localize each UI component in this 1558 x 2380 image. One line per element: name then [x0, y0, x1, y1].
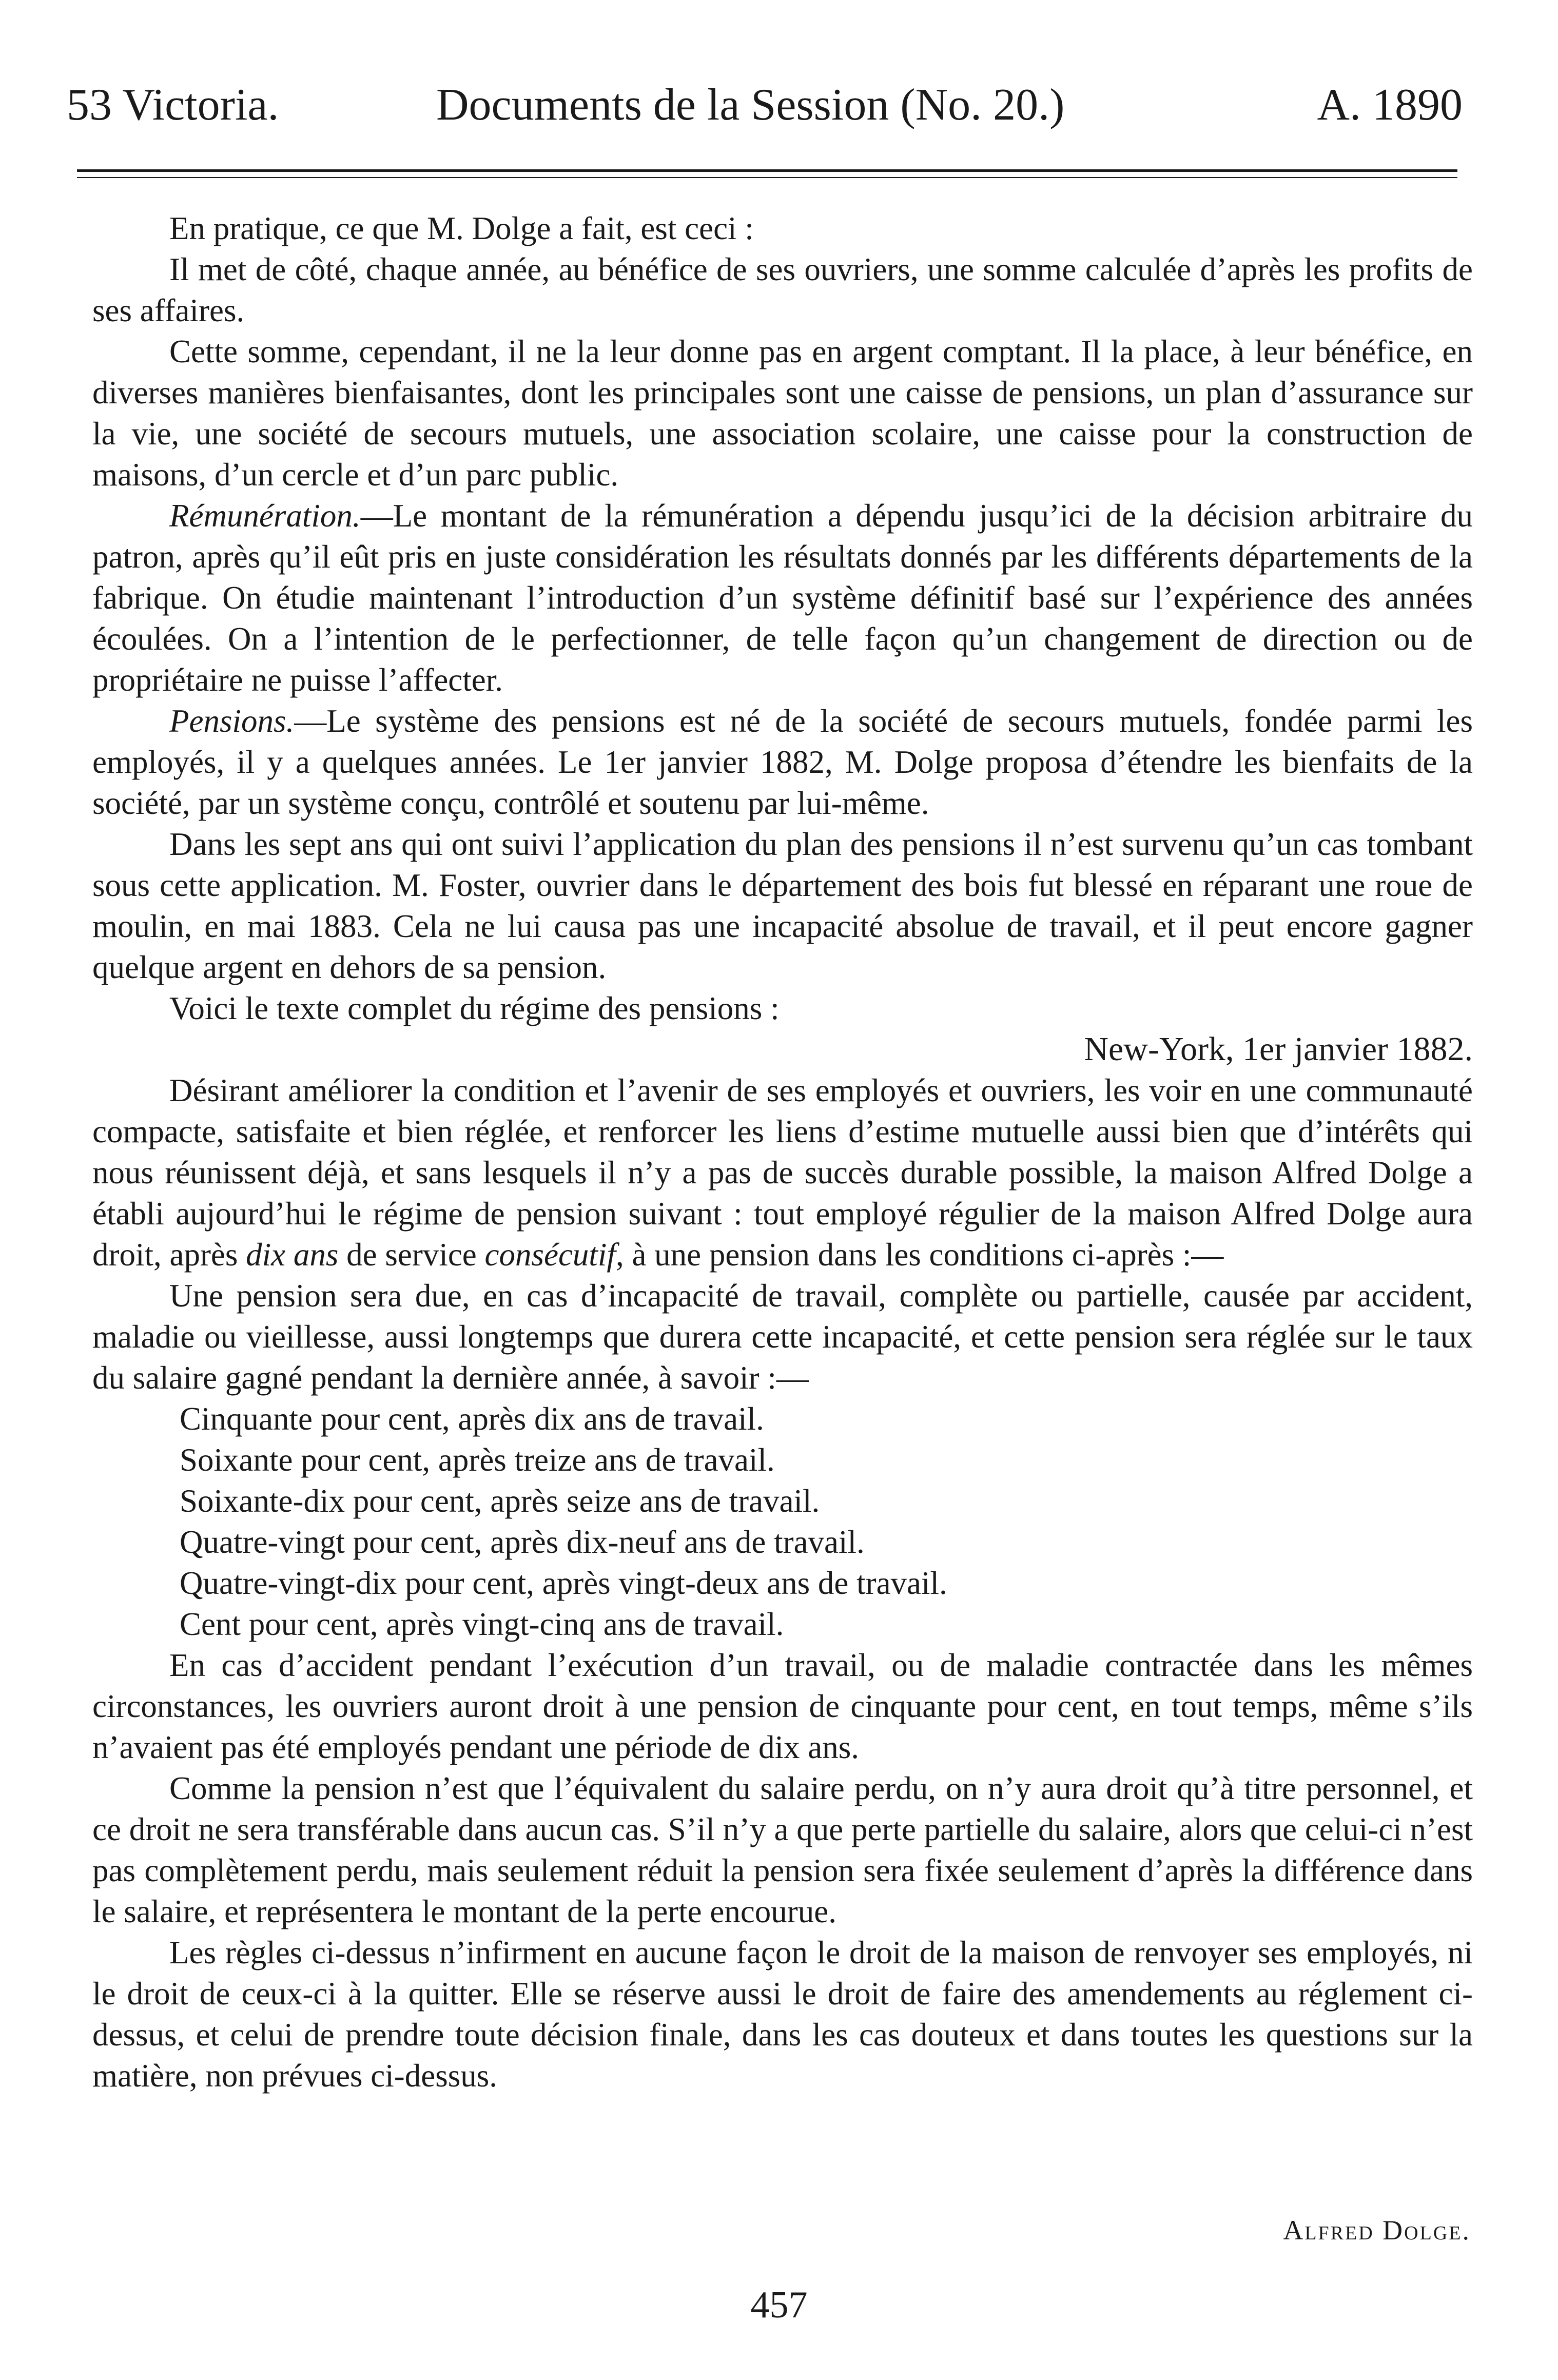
- signature: Alfred Dolge.: [1283, 2215, 1471, 2246]
- rate-item: Cinquante pour cent, après dix ans de travail.: [180, 1401, 764, 1437]
- paragraph-pratique: En pratique, ce que M. Dolge a fait, est ceci :: [169, 210, 754, 246]
- running-header: [67, 77, 1463, 133]
- page-body: [92, 208, 1473, 2096]
- paragraph-sept-ans: Dans les sept ans qui ont suivi l’application du plan des pensions il n’est survenu qu’un cas tombant sous cette application. M. Foster, ouvrier dans le département des bois fut blessé en réparant une roue de moulin, en mai 1883. Cela ne lui causa pas une incapacité absolue de travail, et il peut encore gagner quelque argent en dehors de sa pension.: [92, 826, 1473, 985]
- desirant-text-2: de service: [338, 1237, 485, 1273]
- paragraph-regles: Les règles ci-dessus n’infirment en aucune façon le droit de la maison de renvoyer ses employés, ni le droit de ceux-ci à la quitter. Elle se réserve aussi le droit de faire des amendements au réglement ci-dessus, et celui de prendre toute décision finale, dans les cas douteux et dans toutes les questions sur la matière, non prévues ci-dessus.: [92, 1935, 1473, 2094]
- paragraph-accident: En cas d’accident pendant l’exécution d’un travail, ou de maladie contractée dans les mêmes circonstances, les ouvriers auront droit à une pension de cinquante pour cent, en tout temps, même s’ils n’avaient pas été employés pendant une période de dix ans.: [92, 1647, 1473, 1765]
- desirant-text-1: Désirant améliorer la condition et l’avenir de ses employés et ouvriers, les voir en une communauté compacte, satisfaite et bien réglée, et renforcer les liens d’estime mutuelle aussi bien que d’intérêts qui nous réunissent déjà, et sans lesquels il n’y a pas de succès durable possible, la maison Alfred Dolge a établi aujourd’hui le régime de pension suivant : tout employé régulier de la maison Alfred Dolge aura droit, après: [92, 1072, 1473, 1273]
- page-number: 457: [750, 2284, 808, 2326]
- rate-item: Cent pour cent, après vingt-cinq ans de travail.: [180, 1606, 784, 1642]
- paragraph-voici: Voici le texte complet du régime des pensions :: [169, 990, 780, 1026]
- pensions-heading: Pensions.: [169, 703, 295, 739]
- remuneration-heading: Rémunération.: [169, 498, 361, 534]
- paragraph-pensions: [92, 700, 1473, 824]
- paragraph-cote: Il met de côté, chaque année, au bénéfice de ses ouvriers, une somme calculée d’après les profits de ses affaires.: [92, 251, 1473, 328]
- header-title: Documents de la Session (No. 20.): [436, 80, 1065, 130]
- paragraph-comme: Comme la pension n’est que l’équivalent du salaire perdu, on n’y aura droit qu’à titre personnel, et ce droit ne sera transférable dans aucun cas. S’il n’y a que perte partielle du salaire, alors que celui-ci n’est pas complètement perdu, mais seulement réduit la pension sera fixée seulement d’après la différence dans le salaire, et représentera le montant de la perte encourue.: [92, 1770, 1473, 1929]
- pension-rates-list: [92, 1398, 1473, 1645]
- rate-item: Soixante pour cent, après treize ans de travail.: [180, 1442, 775, 1478]
- header-year: A. 1890: [1317, 80, 1463, 130]
- rate-item: Quatre-vingt-dix pour cent, après vingt-deux ans de travail.: [180, 1565, 947, 1601]
- header-rule-thick: [77, 169, 1457, 172]
- paragraph-somme: Cette somme, cependant, il ne la leur donne pas en argent comptant. Il la place, à leur bénéfice, en diverses manières bienfaisantes, dont les principales sont une caisse de pensions, un plan d’assurance sur la vie, une société de secours mutuels, une association scolaire, une caisse pour la construction de maisons, d’un cercle et d’un parc public.: [92, 334, 1473, 493]
- pensions-text: —Le système des pensions est né de la société de secours mutuels, fondée parmi les employés, il y a quelques années. Le 1er janvier 1882, M. Dolge proposa d’étendre les bienfaits de la société, par un système conçu, contrôlé et soutenu par lui-même.: [92, 703, 1473, 821]
- paragraph-desirant: [92, 1070, 1473, 1275]
- header-regnal-year: 53 Victoria.: [67, 80, 279, 130]
- dateline: New-York, 1er janvier 1882.: [1084, 1030, 1473, 1068]
- paragraph-remuneration: [92, 495, 1473, 700]
- header-rule-thin: [77, 177, 1457, 178]
- desirant-text-3: , à une pension dans les conditions ci-après :—: [615, 1237, 1224, 1273]
- desirant-emphasis-dix-ans: dix ans: [246, 1237, 339, 1273]
- paragraph-une-pension: Une pension sera due, en cas d’incapacité de travail, complète ou partielle, causée par accident, maladie ou vieillesse, aussi longtemps que durera cette incapacité, et cette pension sera réglée sur le taux du salaire gagné pendant la dernière année, à savoir :—: [92, 1278, 1473, 1396]
- desirant-emphasis-consecutif: consécutif: [484, 1237, 616, 1273]
- rate-item: Soixante-dix pour cent, après seize ans de travail.: [180, 1483, 820, 1519]
- rate-item: Quatre-vingt pour cent, après dix-neuf ans de travail.: [180, 1524, 865, 1560]
- remuneration-text: —Le montant de la rémunération a dépendu jusqu’ici de la décision arbitraire du patron, après qu’il eût pris en juste considération les résultats donnés par les différents départements de la fabrique. On étudie maintenant l’introduction d’un système définitif basé sur l’expérience des années écoulées. On a l’intention de le perfectionner, de telle façon qu’un changement de direction ou de propriétaire ne puisse l’affecter.: [92, 498, 1473, 698]
